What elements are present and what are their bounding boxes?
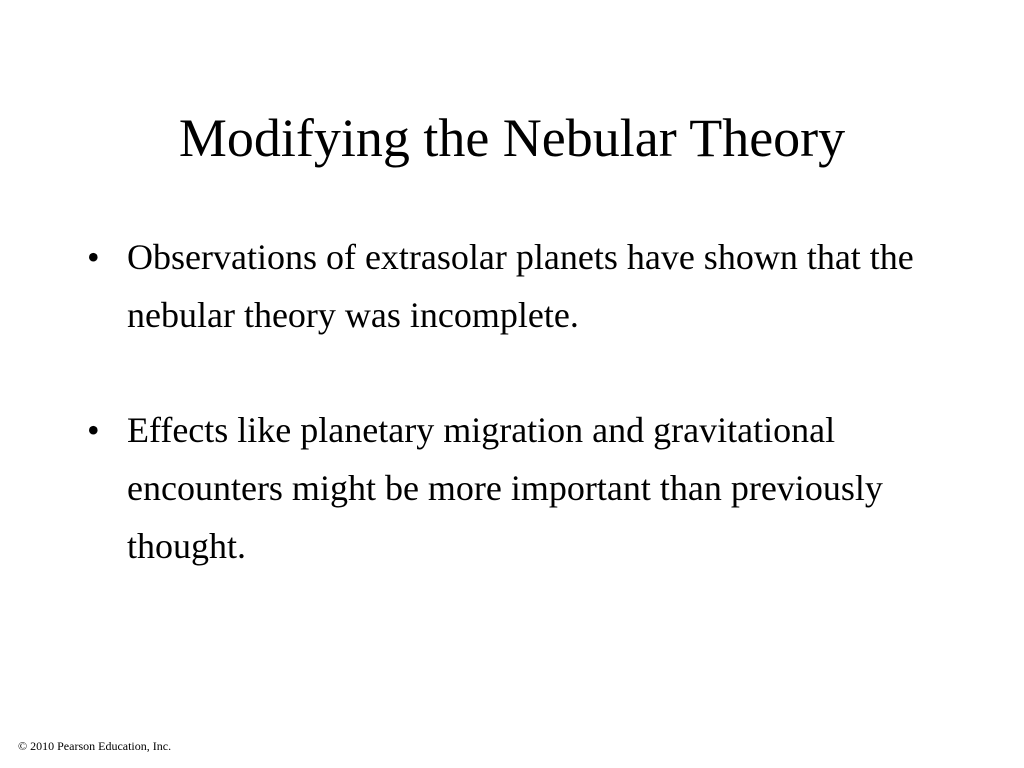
bullet-text: Effects like planetary migration and gravitational encounters might be more important than previously thought. — [127, 410, 883, 566]
slide-title: Modifying the Nebular Theory — [178, 108, 846, 168]
bullet-text: Observations of extrasolar planets have shown that the nebular theory was incomplete. — [127, 237, 914, 335]
bullet-marker: • — [87, 237, 100, 277]
copyright-notice: © 2010 Pearson Education, Inc. — [18, 739, 172, 753]
bullet-item — [87, 401, 967, 575]
bullet-marker: • — [87, 410, 100, 450]
bullet-list — [87, 228, 967, 632]
bullet-item — [87, 228, 967, 344]
